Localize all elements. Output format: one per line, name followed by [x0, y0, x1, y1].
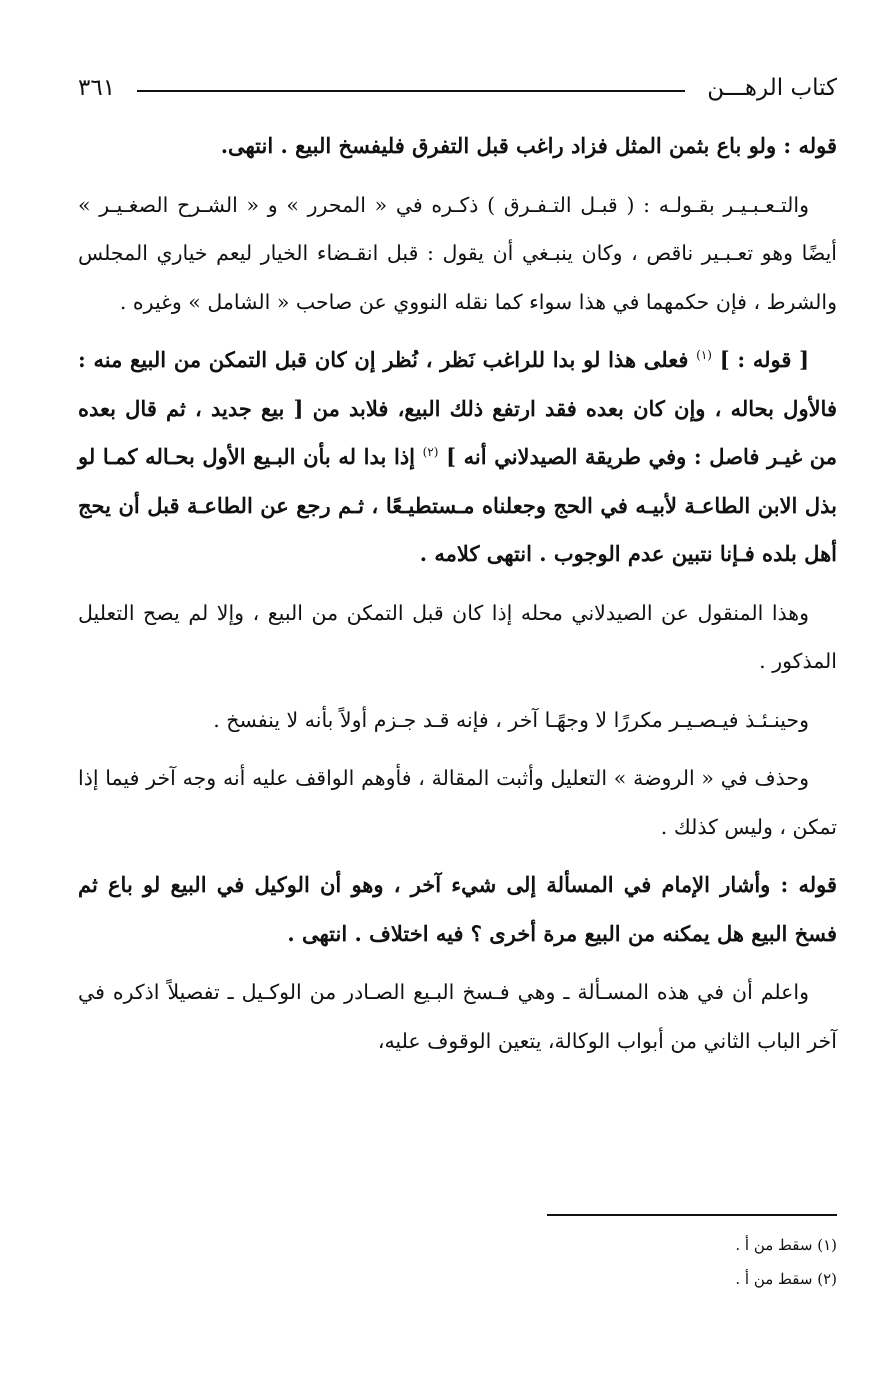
quoted-text: فعلى هذا لو بدا للراغب نَظر ، نُظر إن كان قبل التمكن من البيع منه : فالأول بحاله ، وإن كان بعده فقد ارتفع ذلك البيع، فلابد من [ بيع جديد ، ثم قال بعده من غيـر فاصل : وفي طريقة الصيدلاني أنه ]: [78, 347, 837, 469]
bracket-text: [ قوله : ]: [719, 347, 810, 372]
paragraph-1: قوله : ولو باع بثمن المثل فزاد راغب قبل التفرق فليفسخ البيع . انتهى.: [220, 133, 837, 158]
footnote-rule: [547, 1214, 837, 1216]
paragraph-6: وحذف في « الروضة » التعليل وأثبت المقالة ، فأوهم الواقف عليه أنه وجه آخر فيما إذا تمكن ، وليس كذلك .: [78, 766, 837, 839]
header-rule: [137, 90, 685, 92]
paragraph-7: قوله : وأشار الإمام في المسألة إلى شيء آخر ، وهو أن الوكيل في البيع لو باع ثم فسخ البيع هل يمكنه من البيع مرة أخرى ؟ فيه اختلاف . انتهى .: [78, 872, 837, 946]
page-body: [78, 122, 837, 1075]
footnotes: [78, 1228, 837, 1296]
running-header: [78, 68, 837, 108]
page-number: ٣٦١: [78, 75, 116, 101]
paragraph-4: وهذا المنقول عن الصيدلاني محله إذا كان قبل التمكن من البيع ، وإلا لم يصح التعليل المذكور .: [78, 600, 837, 673]
footnote-2: (٢) سقط من أ .: [735, 1270, 837, 1288]
paragraph-3: [78, 336, 837, 579]
paragraph-2: والتـعـبـيـر بقـولـه : ( قبـل التـفـرق ) ذكـره في « المحرر » و « الشـرح الصغـيـر » أيضًا وهو تعـبـير ناقص ، وكان ينبـغي أن يقول : قبل انقـضاء الخيار ليعم خياري المجلس والشرط ، فإن حكمهما في هذا سواء كما نقله النووي عن صاحب « الشامل » وغيره .: [78, 192, 837, 314]
chapter-title: كتاب الرهـــن: [707, 75, 837, 101]
footnote-ref-2: (٢): [422, 445, 439, 459]
paragraph-8: واعلم أن في هذه المسـألة ـ وهي فـسخ البـيع الصـادر من الوكـيل ـ تفصيلاً اذكره في آخر الباب الثاني من أبواب الوكالة، يتعين الوقوف عليه،: [78, 980, 837, 1053]
footnote-ref-1: (١): [696, 348, 712, 362]
quoted-text-continued: إذا بدا له بأن البـيع الأول بحـاله كمـا لو بذل الابن الطاعـة لأبيـه في الحج وجعلناه مـستطيـعًا ، ثـم رجع عن الطاعـة قبل أن يحج أهل بلده فـإنا نتبين عدم الوجوب . انتهى كلامه .: [78, 444, 837, 566]
paragraph-5: وحينـئـذ فيـصـيـر مكررًا لا وجهًـا آخر ، فإنه قـد جـزم أولاً بأنه لا ينفسخ .: [213, 707, 809, 732]
footnote-1: (١) سقط من أ .: [735, 1236, 837, 1254]
